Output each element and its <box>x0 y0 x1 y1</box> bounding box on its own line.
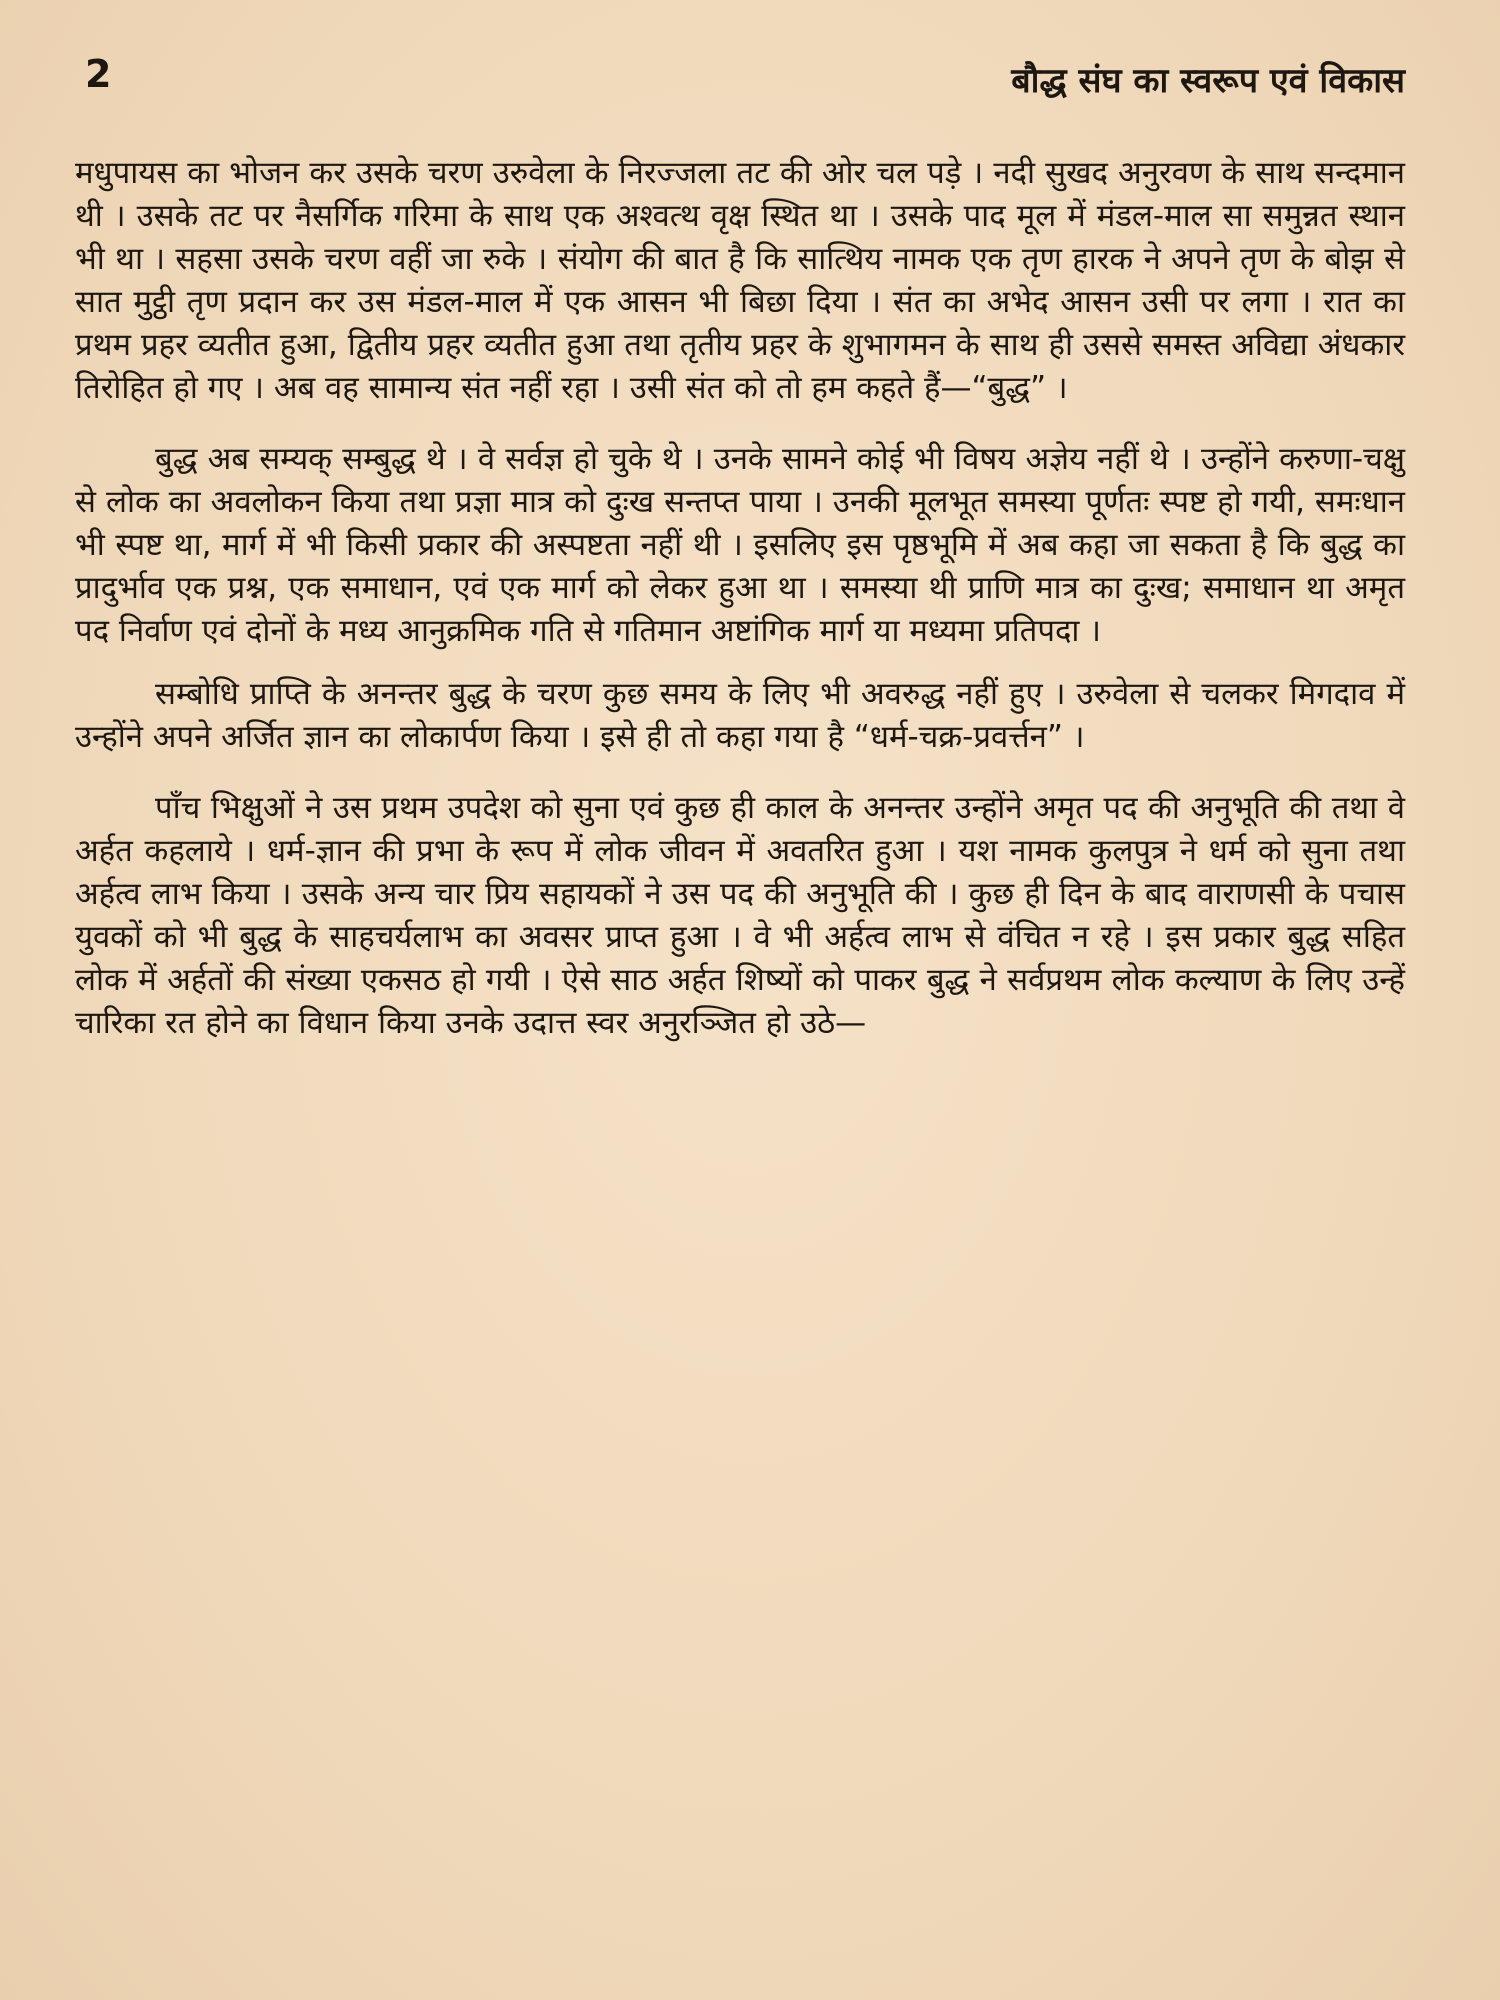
paragraph-1: मधुपायस का भोजन कर उसके चरण उरुवेला के निरज्जला तट की ओर चल पड़े । नदी सुखद अनुरवण के साथ सन्दमान थी । उसके तट पर नैसर्गिक गरिमा के साथ एक अश्वत्थ वृक्ष स्थित था । उसके पाद मूल में मंडल-माल सा समुन्नत स्थान भी था । सहसा उसके चरण वहीं जा रुके । संयोग की बात है कि सात्थिय नामक एक तृण हारक ने अपने तृण के बोझ से सात मुट्ठी तृण प्रदान कर उस मंडल-माल में एक आसन भी बिछा दिया । संत का अभेद आसन उसी पर लगा । रात का प्रथम प्रहर व्यतीत हुआ, द्वितीय प्रहर व्यतीत हुआ तथा तृतीय प्रहर के शुभागमन के साथ ही उससे समस्त अविद्या अंधकार तिरोहित हो गए । अब वह सामान्य संत नहीं रहा । उसी संत को तो हम कहते हैं—“बुद्ध” । <box>75 155 1405 406</box>
paragraph-3: सम्बोधि प्राप्ति के अनन्तर बुद्ध के चरण कुछ समय के लिए भी अवरुद्ध नहीं हुए । उरुवेला से चलकर मिगदाव में उन्होंने अपने अर्जित ज्ञान का लोकार्पण किया । इसे ही तो कहा गया है “धर्म-चक्र-प्रवर्त्तन” । <box>75 676 1405 755</box>
running-title: बौद्ध संघ का स्वरूप एवं विकास <box>1011 61 1405 101</box>
paragraph-4: पाँच भिक्षुओं ने उस प्रथम उपदेश को सुना एवं कुछ ही काल के अनन्तर उन्होंने अमृत पद की अनुभूति की तथा वे अर्हत कहलाये । धर्म-ज्ञान की प्रभा के रूप में लोक जीवन में अवतरित हुआ । यश नामक कुलपुत्र ने धर्म को सुना तथा अर्हत्व लाभ किया । उसके अन्य चार प्रिय सहायकों ने उस पद की अनुभूति की । कुछ ही दिन के बाद वाराणसी के पचास युवकों को भी बुद्ध के साहचर्यलाभ का अवसर प्राप्त हुआ । वे भी अर्हत्व लाभ से वंचित न रहे । इस प्रकार बुद्ध सहित लोक में अर्हतों की संख्या एकसठ हो गयी । ऐसे साठ अर्हत शिष्यों को पाकर बुद्ध ने सर्वप्रथम लोक कल्याण के लिए उन्हें चारिका रत होने का विधान किया उनके उदात्त स्वर अनुरञ्जित हो उठे— <box>75 790 1405 1041</box>
page-number: 2 <box>85 52 112 96</box>
paragraph-2: बुद्ध अब सम्यक् सम्बुद्ध थे । वे सर्वज्ञ हो चुके थे । उनके सामने कोई भी विषय अज्ञेय नहीं थे । उन्होंने करुणा-चक्षु से लोक का अवलोकन किया तथा प्रज्ञा मात्र को दुःख सन्तप्त पाया । उनकी मूलभूत समस्या पूर्णतः स्पष्ट हो गयी, समःधान भी स्पष्ट था, मार्ग में भी किसी प्रकार की अस्पष्टता नहीं थी । इसलिए इस पृष्ठभूमि में अब कहा जा सकता है कि बुद्ध का प्रादुर्भाव एक प्रश्न, एक समाधान, एवं एक मार्ग को लेकर हुआ था । समस्या थी प्राणि मात्र का दुःख; समाधान था अमृत पद निर्वाण एवं दोनों के मध्य आनुक्रमिक गति से गतिमान अष्टांगिक मार्ग या मध्यमा प्रतिपदा । <box>75 441 1405 649</box>
running-head <box>85 52 1405 112</box>
page-body <box>75 152 1405 1065</box>
